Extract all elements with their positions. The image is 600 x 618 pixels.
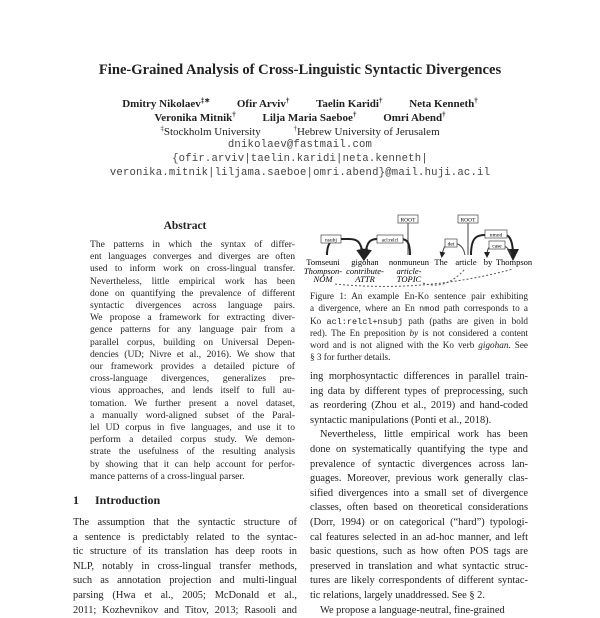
text-line: done on systematically quantifying the type and	[310, 443, 528, 458]
author-mark: †	[379, 96, 383, 104]
author-row-2	[0, 110, 600, 124]
text-line: strate the usefulness of the resulting analysis	[90, 446, 295, 458]
author-name: Neta Kenneth	[409, 98, 474, 110]
author-name: Veronika Mitnik	[154, 112, 232, 124]
caption-line	[310, 303, 528, 316]
caption-text: Figure 1: An example En-Ko sentence pair exhibiting	[310, 291, 528, 301]
caption-text: word and is not aligned with the Ko verb	[310, 340, 478, 350]
text-line: 2011; Kozhevnikov and Titov, 2013; Rasooli and	[73, 604, 297, 618]
section-title: Introduction	[95, 493, 160, 507]
email-line[interactable]: {ofir.arviv|taelin.karidi|neta.kenneth|	[0, 153, 600, 165]
ko-gloss: NOM	[313, 274, 334, 284]
author	[237, 98, 289, 110]
text-line: sified divergences into a small set of divergence	[310, 487, 528, 502]
ko-gloss: ATTR	[354, 274, 375, 284]
relation-label: case	[492, 244, 502, 250]
caption-text: is not considered a content	[418, 328, 528, 338]
author-name: Dmitry Nikolaev	[122, 98, 201, 110]
email-line[interactable]: dnikolaev@fastmail.com	[0, 139, 600, 151]
en-root-arc	[458, 215, 478, 255]
caption-italic: gigohan	[478, 340, 508, 350]
author-mark: ‡∗	[201, 96, 210, 104]
author	[383, 112, 445, 124]
caption-text: § 3 for further details.	[310, 352, 390, 362]
ko-gloss: Thompson-	[304, 266, 342, 276]
text-line: mance patterns of a cross-lingual parser.	[90, 471, 295, 483]
text-line: ent languages converges and diverges are often	[90, 251, 295, 263]
author-name: Lilja Maria Saeboe	[263, 112, 353, 124]
ko-gloss: TOPIC	[397, 274, 422, 284]
abstract-body	[90, 239, 295, 483]
caption-code: nmod	[419, 304, 439, 314]
text-line: tomation. We further present a novel dataset,	[90, 398, 295, 410]
affiliation-name: Hebrew University of Jerusalem	[297, 126, 440, 138]
text-line: our framework provides a detailed picture of	[90, 361, 295, 373]
text-line: The patterns in which the syntax of differ-	[90, 239, 295, 251]
author-mark: †	[474, 96, 478, 104]
author	[409, 98, 478, 110]
text-line: used to inform work on cross-lingual transfer.	[90, 263, 295, 275]
en-word: article	[455, 257, 476, 267]
author-name: Taelin Karidi	[316, 98, 379, 110]
author	[263, 112, 357, 124]
author-name: Omri Abend	[383, 112, 442, 124]
text-line: cross-language divergences, generalizes pre-	[90, 373, 295, 385]
text-line: The assumption that the syntactic structure of	[73, 516, 297, 531]
en-word: The	[434, 257, 447, 267]
text-line: NLP, notably in cross-lingual transfer methods,	[73, 560, 297, 575]
text-line: Nevertheless, little empirical work has been	[90, 276, 295, 288]
caption-line	[310, 291, 528, 303]
relation-label: acl:relcl	[382, 238, 399, 244]
caption-italic: by	[410, 328, 419, 338]
email-line[interactable]: veronika.mitnik|liljama.saeboe|omri.abend}@mail.huji.ac.il	[0, 167, 600, 179]
caption-code: acl:relcl+nsubj	[327, 317, 404, 327]
en-word: by	[484, 257, 493, 267]
relation-label: nsubj	[325, 238, 337, 244]
text-line: gence patterns for any language pair from a	[90, 324, 295, 336]
relation-label: det	[448, 242, 455, 248]
author-mark: †	[232, 110, 236, 118]
text-line: preserved in translation and what syntactic struc-	[310, 560, 528, 575]
right-column-body	[310, 370, 528, 618]
ko-gloss: article-	[396, 266, 421, 276]
figure-1-dependency-diagram	[305, 205, 535, 290]
affiliation-mark: ‡	[160, 124, 164, 132]
affiliation-mark: †	[293, 124, 297, 132]
author-name: Ofir Arviv	[237, 98, 286, 110]
section-heading	[73, 493, 160, 508]
text-line: tic relations, largely unaddressed. See § 2.	[310, 589, 528, 604]
caption-text: path corresponds to a	[440, 303, 528, 313]
text-line: by showing that it can help account for perfor-	[90, 459, 295, 471]
ko-word: gigohan	[351, 257, 379, 267]
text-line: a manually word-aligned subset of the Paral-	[90, 410, 295, 422]
text-line: (Dorr, 1994) or on categorical (“hard”) typologi-	[310, 516, 528, 531]
section-number: 1	[73, 493, 79, 507]
author-mark: †	[286, 96, 290, 104]
en-word: Thompson	[496, 257, 533, 267]
paper-title: Fine-Grained Analysis of Cross-Linguistic Syntactic Divergences	[0, 62, 600, 79]
ko-word: nonmuneun	[389, 257, 430, 267]
text-line: dencies (UD; Nivre et al., 2016). We show that	[90, 349, 295, 361]
text-line: such as annotation projection and multi-lingual	[73, 574, 297, 589]
text-line: parallel corpus, building on Universal Depen-	[90, 337, 295, 349]
caption-line	[310, 316, 528, 329]
text-line: We propose a language-neutral, fine-grained	[310, 604, 528, 618]
text-line: perform a detailed corpus study. We demon-	[90, 434, 295, 446]
affiliation	[293, 126, 439, 138]
text-line: tic structure of its translation has deep roots in	[73, 545, 297, 560]
caption-line	[310, 340, 528, 352]
text-line: vious approaches, and lends itself to full au-	[90, 385, 295, 397]
caption-text: path (paths are given in bold	[403, 316, 528, 326]
intro-body	[73, 516, 297, 618]
text-line: basic questions, such as how often POS tags are	[310, 545, 528, 560]
text-line: as reordering (Zhou et al., 2019) and hand-coded	[310, 399, 528, 414]
text-line: We propose a framework for extracting diver-	[90, 312, 295, 324]
text-line: done on quantifying the prevalence of different	[90, 288, 295, 300]
author-mark: †	[442, 110, 446, 118]
text-line: Nevertheless, little empirical work has been	[310, 428, 528, 443]
author	[316, 98, 382, 110]
author	[154, 112, 235, 124]
caption-text: . See	[508, 340, 528, 350]
text-line: parsing (Hwa et al., 2005; McDonald et al.,	[73, 589, 297, 604]
relation-label: ROOT	[461, 218, 477, 224]
affiliations	[0, 124, 600, 138]
text-line: a sentence is predictably related to the syntac-	[73, 531, 297, 546]
ko-word: Tomseuni	[306, 257, 340, 267]
text-line: tures are likely correspondents of different syntac-	[310, 574, 528, 589]
relation-label: ROOT	[401, 218, 417, 224]
author-mark: †	[353, 110, 357, 118]
affiliation	[160, 126, 260, 138]
text-line: syntactic divergences across language pairs.	[90, 300, 295, 312]
figure-caption	[310, 291, 528, 364]
abstract-heading: Abstract	[73, 220, 297, 232]
caption-text: Ko	[310, 316, 327, 326]
caption-line	[310, 352, 528, 364]
affiliation-name: Stockholm University	[164, 126, 261, 138]
text-line: ing data by different types of preprocessing, such	[310, 385, 528, 400]
text-line: classes, often based on theoretical considerations	[310, 501, 528, 516]
text-line: syntactic manipulations (Ponti et al., 2018).	[310, 414, 528, 429]
author-row-1	[0, 96, 600, 110]
caption-text: red). The En preposition	[310, 328, 410, 338]
caption-line	[310, 328, 528, 340]
relation-label: nmod	[490, 233, 503, 239]
text-line: ing morphosyntactic differences in parallel train-	[310, 370, 528, 385]
text-line: cal features selected in an ad-hoc manner, and left	[310, 531, 528, 546]
text-line: prevalence of syntactic divergences across lan-	[310, 458, 528, 473]
text-line: guages. Moreover, previous work generally clas-	[310, 472, 528, 487]
author	[122, 98, 210, 110]
caption-text: a divergence, where an En	[310, 303, 419, 313]
ko-gloss: contribute-	[346, 266, 384, 276]
text-line: lel UD corpus in five languages, and use it to	[90, 422, 295, 434]
